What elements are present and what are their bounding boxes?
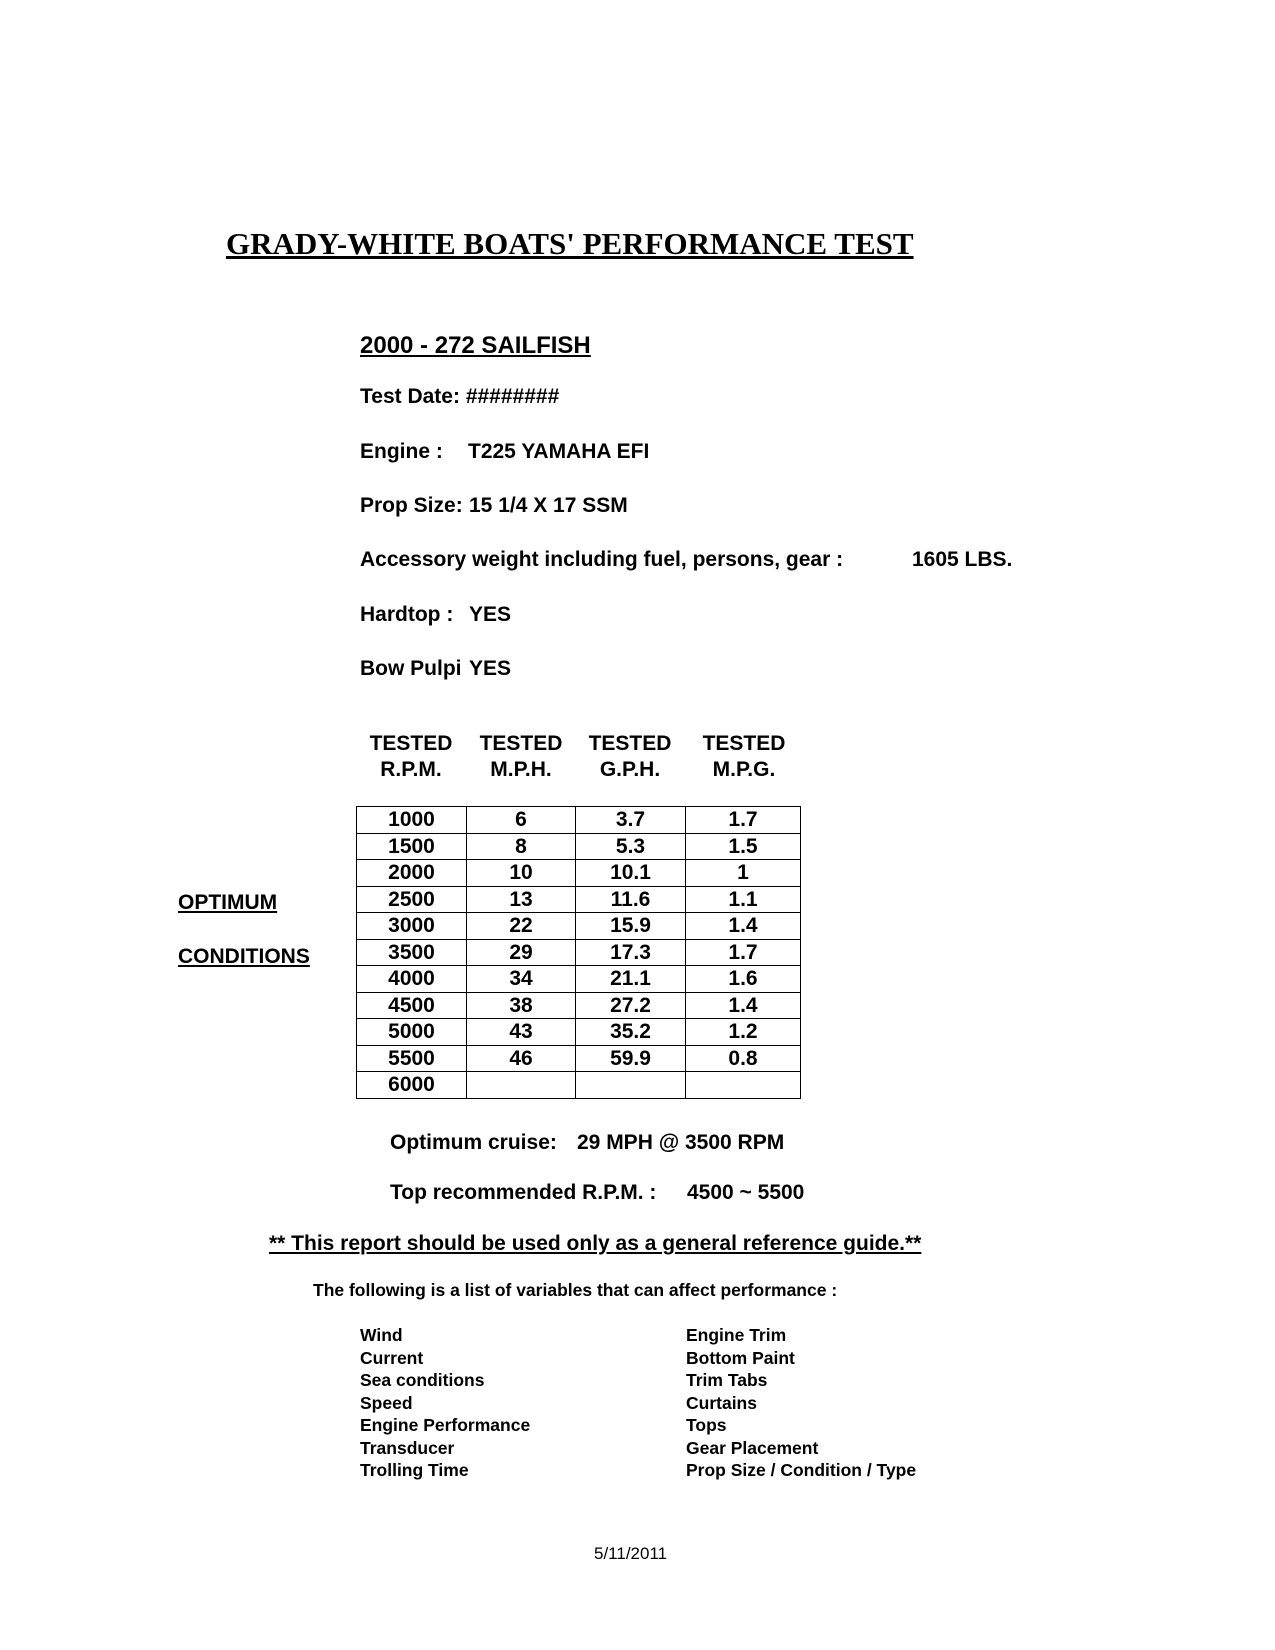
table-cell: 4500: [357, 992, 467, 1019]
bow-pulpit-row: [360, 657, 660, 683]
table-cell: [686, 1072, 801, 1099]
variable-item: Transducer: [360, 1437, 455, 1458]
table-cell: 22: [467, 913, 576, 940]
table-cell: 17.3: [576, 939, 686, 966]
column-header-line: M.P.G.: [712, 758, 776, 781]
variables-intro: The following is a list of variables that can affect performance :: [313, 1280, 838, 1300]
column-header-line: TESTED: [702, 732, 786, 755]
variable-item: Speed: [360, 1392, 413, 1413]
variable-item: Engine Performance: [360, 1415, 531, 1435]
table-row: [357, 1019, 801, 1046]
column-header-line: G.P.H.: [599, 758, 661, 781]
table-cell: 1.2: [686, 1019, 801, 1046]
variable-item: Trolling Time: [360, 1460, 469, 1480]
variable-item: Trim Tabs: [686, 1370, 768, 1390]
column-header-line: R.P.M.: [380, 758, 442, 781]
accessory-weight-value: 1605 LBS.: [912, 548, 1013, 571]
table-row: [357, 860, 801, 887]
variable-item: Bottom Paint: [686, 1347, 795, 1368]
table-cell: 10.1: [576, 860, 686, 887]
hardtop-row: [360, 603, 660, 629]
table-cell: 8: [467, 833, 576, 860]
table-cell: 1.4: [686, 913, 801, 940]
table-cell: 34: [467, 966, 576, 993]
table-cell: 46: [467, 1045, 576, 1072]
prop-size-value: 15 1/4 X 17 SSM: [469, 494, 628, 517]
table-cell: 5.3: [576, 833, 686, 860]
optimum-label: OPTIMUM: [178, 891, 278, 914]
page-title: GRADY-WHITE BOATS' PERFORMANCE TEST: [226, 226, 914, 261]
variable-item: Sea conditions: [360, 1370, 485, 1390]
variables-list-right: [686, 1324, 916, 1482]
column-header-line: M.P.H.: [490, 758, 552, 781]
variable-item: Wind: [360, 1325, 403, 1345]
table-row: [357, 807, 801, 834]
table-cell: 10: [467, 860, 576, 887]
top-rpm-row: [390, 1181, 890, 1207]
table-row: [357, 966, 801, 993]
variable-item: Gear Placement: [686, 1437, 819, 1458]
performance-table-body: [357, 807, 801, 1099]
test-date-label: Test Date:: [360, 385, 460, 408]
variable-item: Tops: [686, 1415, 727, 1435]
table-cell: 1.4: [686, 992, 801, 1019]
table-row: [357, 939, 801, 966]
table-cell: 1.7: [686, 807, 801, 834]
table-row: [357, 886, 801, 913]
disclaimer: ** This report should be used only as a general reference guide.**: [269, 1232, 922, 1255]
table-row: [357, 1072, 801, 1099]
table-cell: 5500: [357, 1045, 467, 1072]
optimum-cruise-row: [390, 1131, 890, 1157]
table-cell: 2000: [357, 860, 467, 887]
table-cell: [576, 1072, 686, 1099]
table-cell: 27.2: [576, 992, 686, 1019]
table-cell: 2500: [357, 886, 467, 913]
bow-pulpit-label: Bow Pulpi: [360, 657, 462, 680]
column-header-line: TESTED: [369, 732, 453, 755]
engine-label: Engine :: [360, 440, 443, 463]
variables-list-left: [360, 1324, 530, 1482]
table-row: [357, 833, 801, 860]
column-header-line: TESTED: [479, 732, 563, 755]
engine-value: T225 YAMAHA EFI: [468, 440, 650, 463]
optimum-cruise-label: Optimum cruise:: [390, 1131, 557, 1154]
table-cell: 38: [467, 992, 576, 1019]
hardtop-value: YES: [469, 603, 512, 626]
prop-size-label: Prop Size:: [360, 494, 463, 517]
table-cell: 1000: [357, 807, 467, 834]
boat-model: 2000 - 272 SAILFISH: [360, 332, 591, 359]
table-cell: 4000: [357, 966, 467, 993]
column-header-line: TESTED: [588, 732, 672, 755]
table-cell: 1.7: [686, 939, 801, 966]
accessory-weight-row: [360, 548, 1040, 574]
column-header-mph: [466, 731, 576, 783]
prop-size-row: [360, 494, 760, 520]
table-cell: 21.1: [576, 966, 686, 993]
table-cell: 59.9: [576, 1045, 686, 1072]
table-cell: 1: [686, 860, 801, 887]
table-cell: 1.1: [686, 886, 801, 913]
conditions-label: CONDITIONS: [178, 945, 310, 968]
table-cell: 6000: [357, 1072, 467, 1099]
optimum-cruise-value: 29 MPH @ 3500 RPM: [577, 1131, 785, 1154]
column-header-gph: [575, 731, 685, 783]
table-cell: 1.6: [686, 966, 801, 993]
table-cell: 1500: [357, 833, 467, 860]
table-cell: 1.5: [686, 833, 801, 860]
table-cell: 0.8: [686, 1045, 801, 1072]
variable-item: Curtains: [686, 1392, 757, 1413]
column-header-rpm: [356, 731, 466, 783]
table-cell: 29: [467, 939, 576, 966]
engine-row: [360, 440, 760, 466]
table-cell: 3000: [357, 913, 467, 940]
top-rpm-value: 4500 ~ 5500: [687, 1181, 805, 1204]
table-cell: 5000: [357, 1019, 467, 1046]
bow-pulpit-value: YES: [469, 657, 512, 680]
table-cell: 43: [467, 1019, 576, 1046]
top-rpm-label: Top recommended R.P.M. :: [390, 1181, 657, 1204]
table-row: [357, 1045, 801, 1072]
table-cell: 13: [467, 886, 576, 913]
table-row: [357, 992, 801, 1019]
hardtop-label: Hardtop :: [360, 603, 454, 626]
table-cell: 6: [467, 807, 576, 834]
test-date-value: ########: [465, 385, 560, 408]
table-cell: 3500: [357, 939, 467, 966]
test-date-row: [360, 385, 559, 409]
footer-date: 5/11/2011: [594, 1544, 668, 1563]
table-cell: 3.7: [576, 807, 686, 834]
table-cell: 35.2: [576, 1019, 686, 1046]
table-row: [357, 913, 801, 940]
table-cell: [467, 1072, 576, 1099]
performance-table: [356, 806, 801, 1099]
variable-item: Current: [360, 1347, 424, 1368]
variable-item: Prop Size / Condition / Type: [686, 1460, 917, 1480]
accessory-weight-label: Accessory weight including fuel, persons, gear :: [360, 548, 844, 571]
variable-item: Engine Trim: [686, 1325, 787, 1345]
table-cell: 11.6: [576, 886, 686, 913]
column-header-mpg: [686, 731, 802, 783]
table-cell: 15.9: [576, 913, 686, 940]
